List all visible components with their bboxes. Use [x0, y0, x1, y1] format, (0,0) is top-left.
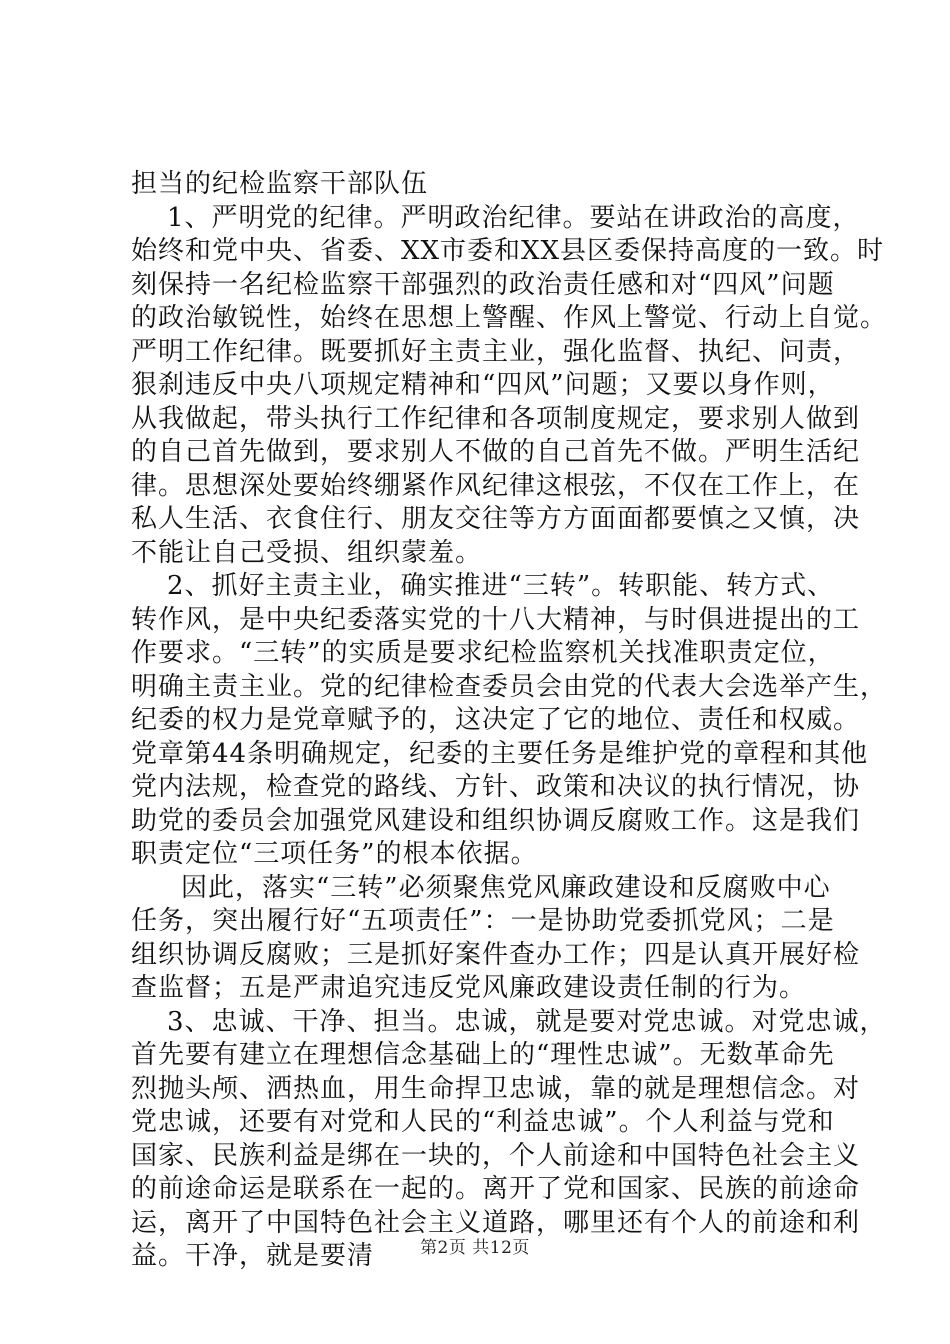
text-line: 刻保持一名纪检监察干部强烈的政治责任感和对“四风”问题 — [131, 269, 835, 300]
text-line: 党章第44条明确规定，纪委的主要任务是维护党的章程和其他 — [131, 738, 869, 769]
text-line: 担当的纪检监察干部队伍 — [131, 169, 429, 199]
text-line: 查监督；五是严肃追究违反党风廉政建设责任制的行为。 — [131, 973, 807, 1003]
text-line: 党内法规，检查党的路线、方针、政策和决议的执行情况，协 — [131, 772, 861, 802]
text-line: 不能让自己受损、组织蒙羞。 — [131, 537, 483, 568]
paragraph-start-line: 3、忠诚、干净、担当。忠诚，就是要对党忠诚。对党忠诚， — [167, 1006, 887, 1037]
body-text — [131, 168, 888, 1274]
text-line: 始终和党中央、省委、XX市委和XX县区委保持高度的一致。时 — [131, 236, 885, 266]
text-line: 的自己首先做到，要求别人不做的自己首先不做。严明生活纪 — [131, 437, 861, 467]
text-line: 烈抛头颅、洒热血，用生命捍卫忠诚，靠的就是理想信念。对 — [131, 1073, 861, 1104]
text-line: 明确主责主业。党的纪律检查委员会由党的代表大会选举产生， — [131, 671, 888, 702]
text-line: 的前途命运是联系在一起的。离开了党和国家、民族的前途命 — [131, 1174, 861, 1204]
text-line: 助党的委员会加强党风建设和组织协调反腐败工作。这是我们 — [131, 805, 861, 836]
text-line: 从我做起，带头执行工作纪律和各项制度规定，要求别人做到 — [131, 403, 861, 434]
text-line: 任务，突出履行好“五项责任”：一是协助党委抓党风；二是 — [131, 906, 835, 936]
page-number-footer: 第2页 共12页 — [420, 1238, 530, 1258]
text-line: 组织协调反腐败；三是抓好案件查办工作；四是认真开展好检 — [131, 939, 861, 970]
paragraph-start-line: 1、严明党的纪律。严明政治纪律。要站在讲政治的高度， — [167, 202, 860, 233]
text-line: 国家、民族利益是绑在一块的，个人前途和中国特色社会主义 — [131, 1140, 861, 1171]
text-line: 党忠诚，还要有对党和人民的“利益忠诚”。个人利益与党和 — [131, 1107, 835, 1137]
text-line: 转作风，是中央纪委落实党的十八大精神，与时俱进提出的工 — [131, 604, 861, 635]
text-line: 私人生活、衣食住行、朋友交往等方方面面都要慎之又慎，决 — [131, 504, 861, 534]
text-line: 纪委的权力是党章赋予的，这决定了它的地位、责任和权威。 — [131, 705, 861, 735]
text-line: 首先要有建立在理想信念基础上的“理性忠诚”。无数革命先 — [131, 1040, 835, 1070]
text-line: 的政治敏锐性，始终在思想上警醒、作风上警觉、行动上自觉。 — [131, 303, 888, 333]
text-line: 作要求。“三转”的实质是要求纪检监察机关找准职责定位， — [131, 638, 835, 668]
text-line: 益。干净，就是要清 — [131, 1241, 375, 1271]
text-line: 律。思想深处要始终绷紧作风纪律这根弦，不仅在工作上，在 — [131, 470, 861, 501]
paragraph-start-line: 因此，落实“三转”必须聚焦党风廉政建设和反腐败中心 — [181, 872, 831, 903]
text-line: 狠刹违反中央八项规定精神和“四风”问题；又要以身作则， — [131, 370, 835, 400]
text-line: 严明工作纪律。既要抓好主责主业，强化监督、执纪、问责， — [131, 336, 861, 367]
paragraph-start-line: 2、抓好主责主业，确实推进“三转”。转职能、转方式、 — [167, 571, 835, 601]
text-line: 职责定位“三项任务”的根本依据。 — [131, 839, 538, 869]
text-line: 运，离开了中国特色社会主义道路，哪里还有个人的前途和利 — [131, 1207, 861, 1238]
